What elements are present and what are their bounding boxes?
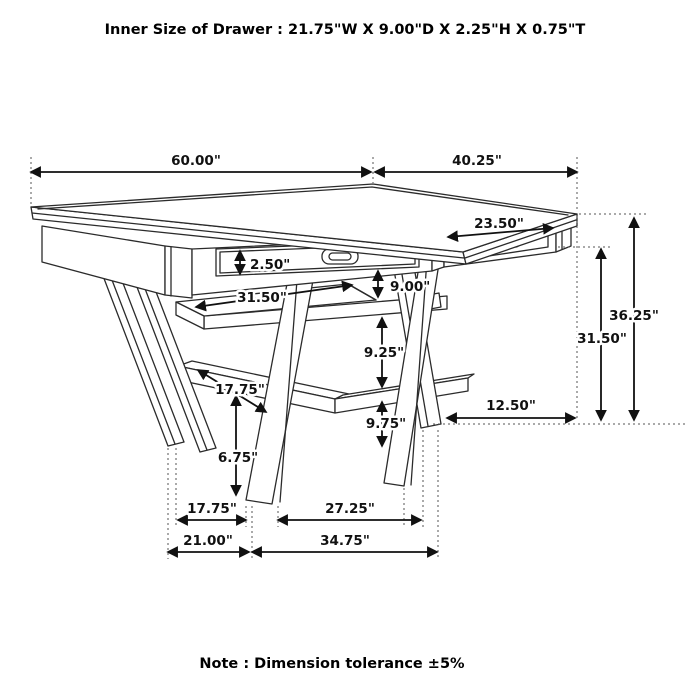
dim-base-span-label: 34.75" [320,533,370,549]
dim-top-depth-label: 40.25" [452,153,502,169]
dim-drawer-height-label: 2.50" [250,257,291,273]
dim-leg-inset-label: 12.50" [486,398,536,414]
dim-975-label: 9.75" [365,416,407,432]
dimension-labels [105,22,659,672]
dim-center-foot-span-label: 27.25" [325,501,375,517]
table-drawing [31,184,577,504]
dim-overall-height-label: 36.25" [609,308,659,324]
dim-underside-height-label: 31.50" [577,331,627,347]
dim-900-label: 9.00" [390,279,431,295]
dim-end-drawer-label: 23.50" [474,216,524,232]
dim-upper-shelf-label: 31.50" [237,290,287,306]
dim-lower-shelf-label: 17.75" [215,382,265,398]
dim-675-label: 6.75" [217,450,259,466]
dim-top-length-label: 60.00" [171,153,221,169]
dim-left-base-span-label: 21.00" [183,533,233,549]
dim-left-foot-span-label: 17.75" [187,501,237,517]
tolerance-note: Note : Dimension tolerance ±5% [199,656,465,672]
dim-925-label: 9.25" [363,345,405,361]
drawer-size-title: Inner Size of Drawer : 21.75"W X 9.00"D X 2.25"H X 0.75"T [104,22,586,38]
